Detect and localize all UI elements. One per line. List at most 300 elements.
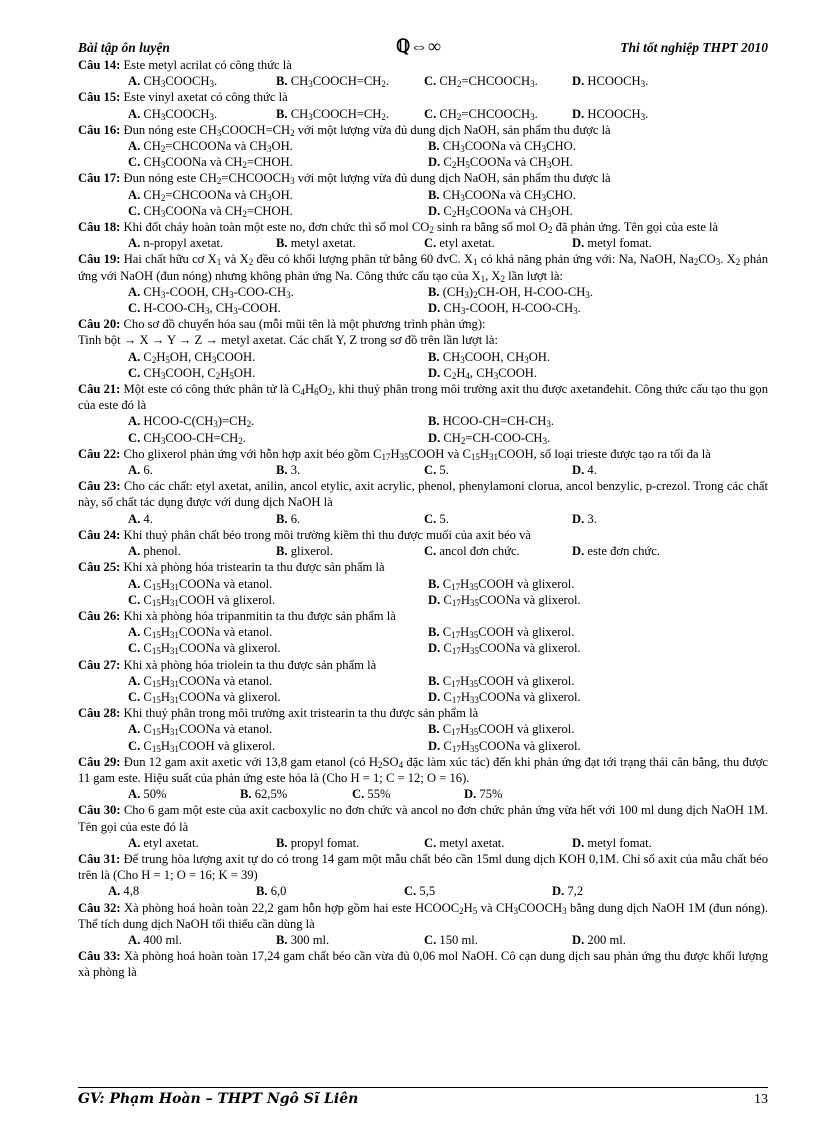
option-letter: A. xyxy=(128,349,144,364)
option-letter: D. xyxy=(428,365,444,380)
option-letter: D. xyxy=(572,511,588,526)
question-number: Câu 19: xyxy=(78,252,121,267)
answer-option xyxy=(428,592,728,608)
question-stem: Một este có công thức phân tử là $C_4H_6O_2$, khi thuỷ phân trong môi trường axit thu được axetanđehit. Công thức cấu tạo thu gọn của este đó là xyxy=(78,382,769,413)
option-text: etyl axetat. xyxy=(143,835,199,850)
option-text: $CH_3COOCH=CH_2$. xyxy=(290,74,390,90)
option-letter: B. xyxy=(276,544,291,559)
option-text: glixerol. xyxy=(290,544,334,559)
option-text: $HCOOCH_3$. xyxy=(587,106,649,122)
option-letter: B. xyxy=(428,414,443,429)
option-text: 50% xyxy=(143,787,167,802)
option-text: $CH_3$-COOH, $H-COO-CH_3$. xyxy=(443,301,581,317)
page-footer xyxy=(78,1087,768,1110)
option-letter: C. xyxy=(128,641,144,656)
option-letter: D. xyxy=(428,689,444,704)
answer-options xyxy=(78,932,768,948)
answer-option xyxy=(572,835,720,851)
answer-option xyxy=(572,932,720,948)
option-text: $C_{15}H_{31}COOH$ và glixerol. xyxy=(143,738,276,754)
option-text: $CH_3COO-CH=CH_2$. xyxy=(143,430,246,446)
option-letter: B. xyxy=(276,835,291,850)
answer-option xyxy=(428,284,728,300)
question-stem: Khi thuỷ phân chất béo trong môi trường kiềm thì thu được muối của axit béo và xyxy=(120,527,531,542)
option-text: $C_{15}H_{31}COOH$ và glixerol. xyxy=(143,592,276,608)
answer-option xyxy=(128,576,428,592)
question-number: Câu 32: xyxy=(78,900,121,915)
option-text: $CH_2=CHCOONa$ và $CH_3OH$. xyxy=(143,187,293,203)
question-number: Câu 18: xyxy=(78,220,121,235)
question-text xyxy=(78,57,768,73)
question-text xyxy=(78,559,768,575)
option-letter: A. xyxy=(128,139,144,154)
question-number: Câu 29: xyxy=(78,754,121,769)
option-text: $CH_2=CHCOOCH_3$. xyxy=(439,74,538,90)
question-number: Câu 26: xyxy=(78,608,121,623)
option-text: $C_2H_5OH$, $CH_3COOH$. xyxy=(143,349,256,365)
option-text: propyl fomat. xyxy=(290,835,360,850)
answer-option xyxy=(128,187,428,203)
option-text: $CH_3COONa$ và $CH_3CHO$. xyxy=(442,187,576,203)
answer-option xyxy=(128,932,276,948)
answer-option xyxy=(276,835,424,851)
option-letter: A. xyxy=(128,284,144,299)
option-letter: B. xyxy=(428,625,443,640)
answer-option xyxy=(276,462,424,478)
option-text: 300 ml. xyxy=(290,932,330,947)
option-letter: A. xyxy=(128,414,144,429)
answer-option xyxy=(424,835,572,851)
option-letter: B. xyxy=(428,349,443,364)
option-letter: B. xyxy=(428,673,443,688)
option-letter: A. xyxy=(128,463,144,478)
answer-option xyxy=(128,365,428,381)
answer-option xyxy=(256,883,404,899)
answer-option xyxy=(128,154,428,170)
answer-option xyxy=(128,786,240,802)
option-text: ancol đơn chức. xyxy=(439,544,520,559)
question-stem: Este vinyl axetat có công thức là xyxy=(120,90,288,105)
answer-option xyxy=(428,138,728,154)
option-letter: A. xyxy=(128,544,144,559)
option-letter: A. xyxy=(128,511,144,526)
question-block xyxy=(78,89,768,121)
option-text: $CH_3$-COOH, $CH_3-COO-CH_3$. xyxy=(143,284,294,300)
option-text: metyl fomat. xyxy=(587,236,652,251)
option-letter: A. xyxy=(128,722,144,737)
answer-option xyxy=(464,786,576,802)
option-text: $CH_3COONa$ và $CH_2=CHOH$. xyxy=(143,155,293,171)
option-text: $CH_3COOH$, $C_2H_5OH$. xyxy=(143,365,256,381)
option-text: metyl axetat. xyxy=(439,835,505,850)
option-text: $C_{17}H_{35}COONa$ và glixerol. xyxy=(443,641,581,657)
answer-option xyxy=(128,689,428,705)
option-text: $C_{17}H_{35}COONa$ và glixerol. xyxy=(443,592,581,608)
answer-option xyxy=(128,673,428,689)
answer-option xyxy=(240,786,352,802)
option-text: 4,8 xyxy=(123,884,140,899)
question-number: Câu 31: xyxy=(78,851,121,866)
answer-option xyxy=(572,511,720,527)
answer-option xyxy=(428,738,728,754)
option-text: HCOO-$CH=CH-CH_3$. xyxy=(442,414,555,430)
question-text xyxy=(78,251,768,283)
answer-option xyxy=(128,106,276,122)
answer-options xyxy=(78,511,768,527)
option-text: $C_{17}H_{35}COONa$ và glixerol. xyxy=(443,738,581,754)
option-letter: D. xyxy=(572,74,588,89)
question-block xyxy=(78,559,768,608)
answer-options xyxy=(78,462,768,478)
option-letter: D. xyxy=(572,236,588,251)
answer-option xyxy=(572,235,720,251)
option-letter: A. xyxy=(128,106,144,121)
page-number: 13 xyxy=(754,1092,768,1107)
answer-option xyxy=(128,721,428,737)
answer-options xyxy=(78,73,768,89)
option-letter: B. xyxy=(256,884,271,899)
answer-option xyxy=(428,576,728,592)
question-stem: Cho 6 gam một este của axit cacboxylic no đơn chức và ancol no đơn chức phản ứng vừa hết với 100 ml dung dịch NaOH 1M. Tên gọi của este đó là xyxy=(78,803,768,834)
answer-option xyxy=(128,835,276,851)
answer-option xyxy=(352,786,464,802)
question-block xyxy=(78,316,768,381)
answer-option xyxy=(428,413,728,429)
option-text: $HCOOCH_3$. xyxy=(587,74,649,90)
option-text: 5. xyxy=(439,511,449,526)
option-text: 6. xyxy=(143,463,153,478)
option-letter: D. xyxy=(572,463,588,478)
option-text: $C_{17}H_{35}COOH$ và glixerol. xyxy=(442,722,575,738)
answer-option xyxy=(428,203,728,219)
option-text: $C_{17}H_{35}COOH$ và glixerol. xyxy=(442,576,575,592)
option-letter: D. xyxy=(428,641,444,656)
question-stem: Xà phòng hoá hoàn toàn 22,2 gam hỗn hợp gồm hai este $HCOOC_2H_5$ và $CH_3COOCH_3$ bằng dung dịch NaOH 1M (đun nóng). Thể tích dung dịch NaOH tối thiểu cần dùng là xyxy=(78,900,769,931)
option-letter: B. xyxy=(276,932,291,947)
option-letter: C. xyxy=(352,787,368,802)
option-text: $C_2H_5COONa$ và $CH_3OH$. xyxy=(443,203,573,219)
option-text: 3. xyxy=(587,511,597,526)
answer-option xyxy=(424,932,572,948)
option-text: 4. xyxy=(587,463,597,478)
option-letter: C. xyxy=(128,592,144,607)
option-letter: D. xyxy=(572,835,588,850)
question-block xyxy=(78,705,768,754)
question-stem: Cho glixerol phản ứng với hỗn hợp axit béo gồm $C_{17}H_{35}COOH$ và $C_{15}H_{31}COOH$, số loại trieste được tạo ra tối đa là xyxy=(120,446,711,462)
option-letter: C. xyxy=(424,106,440,121)
question-stem: Khi thuỷ phân trong môi trường axit tristearin ta thu được sản phẩm là xyxy=(120,706,479,721)
option-letter: C. xyxy=(128,689,144,704)
answer-options xyxy=(78,138,768,170)
option-text: $C_{17}H_{35}COOH$ và glixerol. xyxy=(442,625,575,641)
option-letter: C. xyxy=(128,430,144,445)
answer-options xyxy=(78,349,768,381)
question-stem: Cho sơ đồ chuyển hóa sau (mỗi mũi tên là một phương trình phản ứng): Tinh bột → X → Y → Z → metyl axetat. Các chất Y, Z trong sơ đồ trên lần lượt là: xyxy=(78,317,498,348)
option-letter: A. xyxy=(128,787,144,802)
option-letter: C. xyxy=(424,511,440,526)
option-text: $CH_3COOCH=CH_2$. xyxy=(290,106,390,122)
question-stem: Để trung hòa lượng axit tự do có trong 14 gam một mẫu chất béo cần 15ml dung dịch KOH 0,1M. Chỉ số axit của mẫu chất béo trên là (Cho H = 1; O = 16; K = 39) xyxy=(78,851,768,883)
answer-option xyxy=(424,543,572,559)
option-letter: C. xyxy=(424,74,440,89)
question-number: Câu 21: xyxy=(78,382,121,397)
answer-option xyxy=(276,543,424,559)
option-text: metyl axetat. xyxy=(290,236,356,251)
question-number: Câu 14: xyxy=(78,58,121,72)
question-block xyxy=(78,657,768,706)
question-number: Câu 28: xyxy=(78,706,121,721)
option-text: $CH_3COOH$, $CH_3OH$. xyxy=(442,349,551,365)
answer-option xyxy=(428,300,728,316)
question-number: Câu 15: xyxy=(78,90,121,105)
option-letter: B. xyxy=(276,463,291,478)
option-text: n-propyl axetat. xyxy=(143,236,224,251)
question-block xyxy=(78,802,768,851)
option-letter: D. xyxy=(572,106,588,121)
question-stem: Hai chất hữu cơ $X_1$ và $X_2$ đều có khối lượng phân tử bằng 60 đvC. $X_1$ có khả năng phản ứng với: Na, NaOH, $Na_2CO_3$. $X_2$ phản ứng với NaOH (đun nóng) nhưng không phản ứng Na. Công thức cấu tạo của $X_1$, $X_2$ lần lượt là: xyxy=(78,252,769,284)
question-number: Câu 27: xyxy=(78,657,121,672)
option-text: 4. xyxy=(143,511,153,526)
option-letter: C. xyxy=(424,544,440,559)
question-number: Câu 30: xyxy=(78,803,121,818)
option-letter: D. xyxy=(428,738,444,753)
option-letter: C. xyxy=(424,463,440,478)
answer-option xyxy=(128,543,276,559)
option-text: 5,5 xyxy=(419,884,436,899)
answer-option xyxy=(424,235,572,251)
answer-options xyxy=(78,883,768,899)
question-number: Câu 25: xyxy=(78,560,121,575)
answer-option xyxy=(552,883,700,899)
question-block xyxy=(78,122,768,171)
answer-option xyxy=(128,430,428,446)
option-text: este đơn chức. xyxy=(587,544,660,559)
option-letter: C. xyxy=(128,203,144,218)
option-text: $CH_2=CH-COO-CH_3$. xyxy=(443,430,551,446)
answer-option xyxy=(128,284,428,300)
question-text xyxy=(78,219,768,235)
option-letter: C. xyxy=(128,301,144,316)
option-letter: A. xyxy=(128,187,144,202)
option-text: 7,2 xyxy=(567,884,584,899)
answer-option xyxy=(128,462,276,478)
answer-options xyxy=(78,187,768,219)
answer-option xyxy=(424,73,572,89)
answer-options xyxy=(78,624,768,656)
question-number: Câu 22: xyxy=(78,446,121,461)
option-letter: A. xyxy=(128,673,144,688)
question-text xyxy=(78,89,768,105)
question-text xyxy=(78,122,768,138)
question-block xyxy=(78,948,768,980)
option-letter: C. xyxy=(404,884,420,899)
question-block xyxy=(78,251,768,316)
option-letter: D. xyxy=(428,155,444,170)
answer-option xyxy=(404,883,552,899)
option-text: $CH_2=CHCOONa$ và $CH_3OH$. xyxy=(143,139,293,155)
option-letter: D. xyxy=(428,430,444,445)
answer-option xyxy=(276,106,424,122)
option-text: 6,0 xyxy=(270,884,287,899)
question-stem: Đun nóng este $CH_3COOCH=CH_2$ với một lượng vừa đủ dung dịch NaOH, sản phẩm thu được là xyxy=(120,122,611,138)
question-stem: Khi xà phòng hóa tristearin ta thu được sản phẩm là xyxy=(120,560,385,575)
answer-option xyxy=(428,430,728,446)
option-letter: B. xyxy=(240,787,255,802)
option-text: $C_{15}H_{31}COONa$ và glixerol. xyxy=(143,641,281,657)
answer-option xyxy=(428,624,728,640)
option-text: $C_2H_4$, $CH_3COOH$. xyxy=(443,365,538,381)
question-block xyxy=(78,608,768,657)
question-stem: Cho các chất: etyl axetat, anilin, ancol etylic, axit acrylic, phenol, phenylamoni clorua, ancol benzylic, p-crezol. Trong các chất này, số chất tác dụng được với dung dịch NaOH là xyxy=(78,479,768,510)
option-text: 62,5% xyxy=(254,787,288,802)
option-letter: D. xyxy=(572,932,588,947)
answer-options xyxy=(78,235,768,251)
question-text xyxy=(78,608,768,624)
option-text: metyl fomat. xyxy=(587,835,652,850)
question-block xyxy=(78,381,768,446)
question-text xyxy=(78,802,768,834)
question-stem: Khi xà phòng hóa tripanmitin ta thu được sản phẩm là xyxy=(120,608,396,623)
answer-options xyxy=(78,413,768,445)
question-number: Câu 23: xyxy=(78,479,121,494)
question-block xyxy=(78,478,768,527)
answer-option xyxy=(572,73,720,89)
question-number: Câu 16: xyxy=(78,122,121,137)
answer-options xyxy=(78,576,768,608)
answer-options xyxy=(78,835,768,851)
answer-option xyxy=(128,349,428,365)
option-text: $C_{17}H_{33}COONa$ và glixerol. xyxy=(443,689,581,705)
question-number: Câu 17: xyxy=(78,171,121,186)
answer-option xyxy=(128,592,428,608)
question-block xyxy=(78,219,768,251)
answer-options xyxy=(78,786,768,802)
answer-option xyxy=(428,154,728,170)
option-letter: C. xyxy=(424,835,440,850)
option-letter: A. xyxy=(128,835,144,850)
option-letter: D. xyxy=(572,544,588,559)
answer-option xyxy=(128,73,276,89)
answer-option xyxy=(128,300,428,316)
option-letter: B. xyxy=(276,511,291,526)
option-letter: A. xyxy=(128,576,144,591)
answer-option xyxy=(572,462,720,478)
option-text: $C_{15}H_{31}COONa$ và etanol. xyxy=(143,576,273,592)
option-text: 75% xyxy=(479,787,503,802)
option-letter: D. xyxy=(464,787,480,802)
answer-option xyxy=(428,673,728,689)
question-list xyxy=(78,57,768,981)
option-text: $(CH_3)_2CH-OH$, $H-COO-CH_3$. xyxy=(442,284,594,300)
question-text xyxy=(78,851,768,883)
option-letter: C. xyxy=(128,365,144,380)
option-text: $C_2H_5COONa$ và $CH_3OH$. xyxy=(443,155,573,171)
option-text: $C_{17}H_{35}COOH$ và glixerol. xyxy=(442,673,575,689)
option-letter: B. xyxy=(276,74,291,89)
option-text: $CH_3COOCH_3$. xyxy=(143,74,218,90)
option-text: 200 ml. xyxy=(587,932,626,947)
answer-option xyxy=(276,511,424,527)
question-text xyxy=(78,948,768,980)
question-stem: Este metyl acrilat có công thức là xyxy=(120,58,292,72)
option-letter: C. xyxy=(128,155,144,170)
option-text: HCOO-$C(CH_3)=CH_2$. xyxy=(143,414,255,430)
option-letter: A. xyxy=(128,74,144,89)
question-text xyxy=(78,705,768,721)
option-letter: A. xyxy=(128,625,144,640)
option-letter: C. xyxy=(424,932,440,947)
option-text: 6. xyxy=(290,511,301,526)
question-block xyxy=(78,900,768,949)
answer-option xyxy=(572,106,720,122)
header-left-title: Bài tập ôn luyện xyxy=(78,40,170,55)
option-text: $C_{15}H_{31}COONa$ và etanol. xyxy=(143,625,273,641)
footer-author: GV: Phạm Hoàn – THPT Ngô Sĩ Liên xyxy=(78,1091,359,1107)
option-letter: B. xyxy=(428,284,443,299)
question-stem: Khi xà phòng hóa triolein ta thu được sản phẩm là xyxy=(120,657,377,672)
option-text: $C_{15}H_{31}COONa$ và etanol. xyxy=(143,722,273,738)
answer-option xyxy=(428,349,728,365)
option-text: $CH_3COONa$ và $CH_3CHO$. xyxy=(442,139,576,155)
answer-option xyxy=(428,689,728,705)
answer-option xyxy=(424,462,572,478)
question-number: Câu 20: xyxy=(78,317,121,332)
option-text: 5. xyxy=(439,463,449,478)
question-block xyxy=(78,851,768,900)
option-text: phenol. xyxy=(143,544,181,559)
question-text xyxy=(78,381,768,413)
option-letter: B. xyxy=(276,106,291,121)
answer-option xyxy=(428,187,728,203)
answer-option xyxy=(128,640,428,656)
option-letter: A. xyxy=(128,236,144,251)
answer-options xyxy=(78,106,768,122)
option-text: $CH_3COONa$ và $CH_2=CHOH$. xyxy=(143,203,293,219)
option-text: 3. xyxy=(290,463,301,478)
question-stem: Đun 12 gam axit axetic với 13,8 gam etanol (có $H_2SO_4$ đặc làm xúc tác) đến khi phản ứng đạt tới trạng thái cân bằng, thu được 11 gam este. Hiệu suất của phản ứng este hóa là (Cho H = 1; C = 12; O = 16). xyxy=(78,754,768,785)
header-ornament: ℚ⇔∞ xyxy=(396,36,441,56)
option-text: 55% xyxy=(367,787,391,802)
option-letter: D. xyxy=(552,884,568,899)
option-text: $H-COO-CH_3$, $CH_3$-COOH. xyxy=(143,301,281,317)
question-text xyxy=(78,527,768,543)
answer-option xyxy=(428,721,728,737)
question-number: Câu 33: xyxy=(78,949,121,964)
answer-option xyxy=(128,138,428,154)
option-text: $C_{15}H_{31}COONa$ và glixerol. xyxy=(143,689,281,705)
answer-options xyxy=(78,673,768,705)
question-stem: Khi đốt cháy hoàn toàn một este no, đơn chức thì số mol $CO_2$ sinh ra bằng số mol $O_2$ đã phản ứng. Tên gọi của este là xyxy=(120,220,719,236)
answer-option xyxy=(128,235,276,251)
option-letter: B. xyxy=(428,576,443,591)
answer-option xyxy=(128,203,428,219)
question-text xyxy=(78,657,768,673)
option-letter: B. xyxy=(428,722,443,737)
question-block xyxy=(78,446,768,478)
question-number: Câu 24: xyxy=(78,527,121,542)
answer-option xyxy=(424,106,572,122)
question-text xyxy=(78,446,768,462)
question-block xyxy=(78,170,768,219)
option-letter: B. xyxy=(276,236,291,251)
question-block xyxy=(78,754,768,803)
question-text xyxy=(78,316,768,348)
answer-option xyxy=(276,73,424,89)
answer-option xyxy=(276,932,424,948)
option-letter: D. xyxy=(428,203,444,218)
option-letter: B. xyxy=(428,139,443,154)
question-stem: Đun nóng este $CH_2=CHCOOCH_3$ với một lượng vừa đủ dung dịch NaOH, sản phẩm thu được là xyxy=(120,171,611,187)
